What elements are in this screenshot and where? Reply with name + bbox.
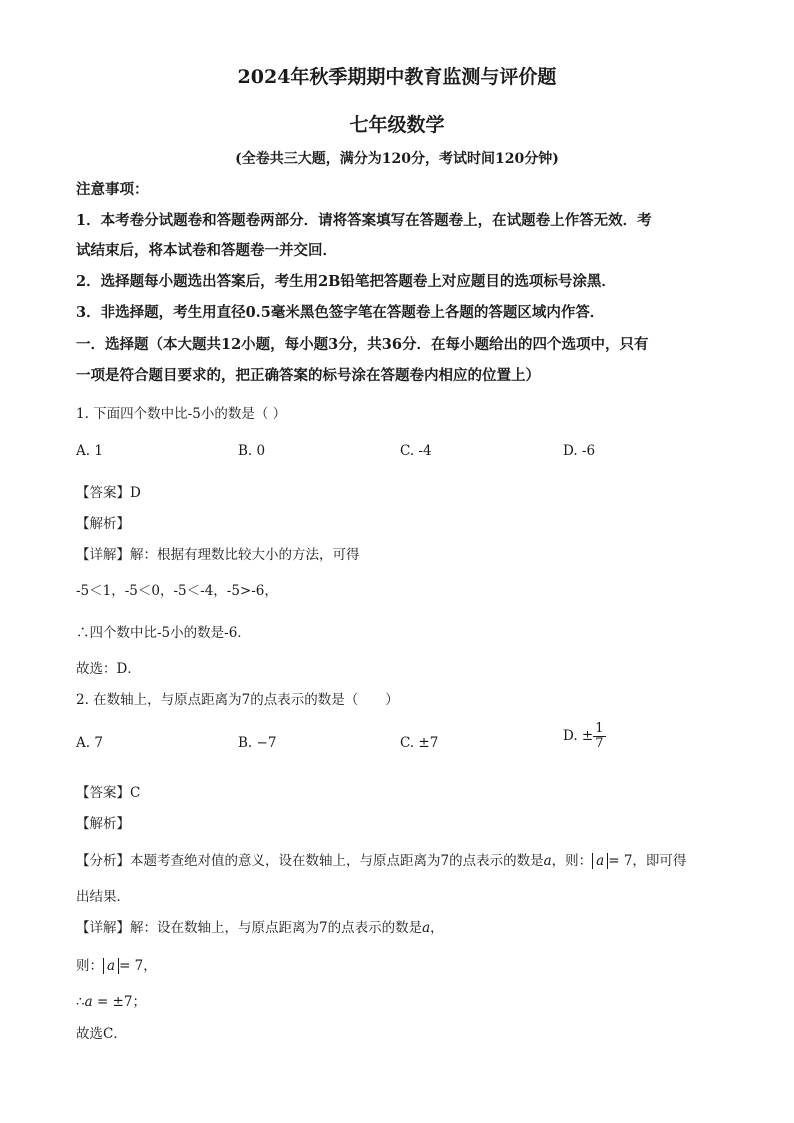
detail-step-1: -5＜1，-5＜0，-5＜-4，-5>-6， <box>76 583 278 599</box>
option-c: C. ±7 <box>400 735 439 751</box>
equation-rhs: = ±7 <box>92 994 133 1010</box>
option-d: D. -6 <box>563 443 596 459</box>
detail-text: 【详解】解：根据有理数比较大小的方法，可得 <box>76 547 360 563</box>
fraction-numerator: 1 <box>595 721 604 736</box>
question-stem: 1. 下面四个数中比-5小的数是（ ） <box>76 406 287 422</box>
then-end: ， <box>143 958 157 974</box>
answer-label: 【答案】C <box>76 785 141 801</box>
fenxi-part-3: ，即可得 <box>632 853 687 869</box>
option-a: A. 7 <box>76 735 103 751</box>
absolute-value: a <box>103 958 119 974</box>
section-one-line-1: 一．选择题（本大题共12小题，每小题3分，共36分．在每小题给出的四个选项中，只有 <box>76 336 649 353</box>
absolute-value: a <box>592 853 608 869</box>
answer-label: 【答案】D <box>76 485 141 501</box>
option-b: B. −7 <box>238 735 277 751</box>
fraction-denominator: 7 <box>595 736 604 751</box>
detail-part-2: ， <box>430 920 444 936</box>
therefore-end: ； <box>132 994 146 1010</box>
option-d <box>563 722 606 751</box>
conclusion-text: 故选C． <box>76 1026 127 1042</box>
exam-info: (全卷共三大题，满分为120分，考试时间120分钟) <box>235 151 559 167</box>
page-title: 2024年秋季期期中教育监测与评价题 <box>237 66 557 88</box>
equation-rhs: = 7 <box>608 853 633 869</box>
subject-title: 七年级数学 <box>349 114 445 136</box>
therefore-symbol: ∴ <box>76 994 85 1010</box>
question-stem: 2. 在数轴上，与原点距离为7的点表示的数是（ ） <box>76 692 399 708</box>
section-one-line-2: 一项是符合题目要求的，把正确答案的标号涂在答题卷内相应的位置上） <box>76 367 540 384</box>
detail-text <box>76 916 444 936</box>
detail-step-2: ∴四个数中比-5小的数是-6． <box>76 625 251 641</box>
detail-part-1: 【详解】解：设在数轴上，与原点距离为7的点表示的数是 <box>76 920 423 936</box>
option-b: B. 0 <box>238 443 266 459</box>
conclusion-text: 故选：D． <box>76 661 141 677</box>
analysis-label: 【解析】 <box>76 516 130 532</box>
fenxi-text-cont: 出结果． <box>76 889 130 905</box>
variable-a: a <box>84 994 93 1010</box>
note-item-1-cont: 试结束后，将本试卷和答题卷一并交回． <box>76 242 337 259</box>
notes-heading: 注意事项： <box>76 181 149 198</box>
fenxi-part-2: ，则： <box>551 853 593 869</box>
fraction <box>593 722 605 751</box>
variable-a: a <box>543 853 552 869</box>
then-line <box>76 954 157 974</box>
variable-a: a <box>422 920 431 936</box>
option-d-prefix: D. ± <box>563 728 594 744</box>
note-item-1: 1．本考卷分试题卷和答题卷两部分．请将答案填写在答题卷上，在试题卷上作答无效．考 <box>76 212 652 229</box>
option-c: C. -4 <box>400 443 432 459</box>
option-a: A. 1 <box>76 443 103 459</box>
note-item-3: 3．非选择题，考生用直径0.5毫米黑色签字笔在答题卷上各题的答题区域内作答． <box>76 304 605 321</box>
analysis-label: 【解析】 <box>76 816 130 832</box>
note-item-2: 2．选择题每小题选出答案后，考生用2B铅笔把答题卷上对应题目的选项标号涂黑． <box>76 273 616 290</box>
equation-rhs: = 7 <box>119 958 144 974</box>
then-label: 则： <box>76 958 103 974</box>
fenxi-text <box>76 849 686 869</box>
therefore-line <box>76 990 146 1010</box>
fenxi-part-1: 【分析】本题考查绝对值的意义，设在数轴上，与原点距离为7的点表示的数是 <box>76 853 544 869</box>
